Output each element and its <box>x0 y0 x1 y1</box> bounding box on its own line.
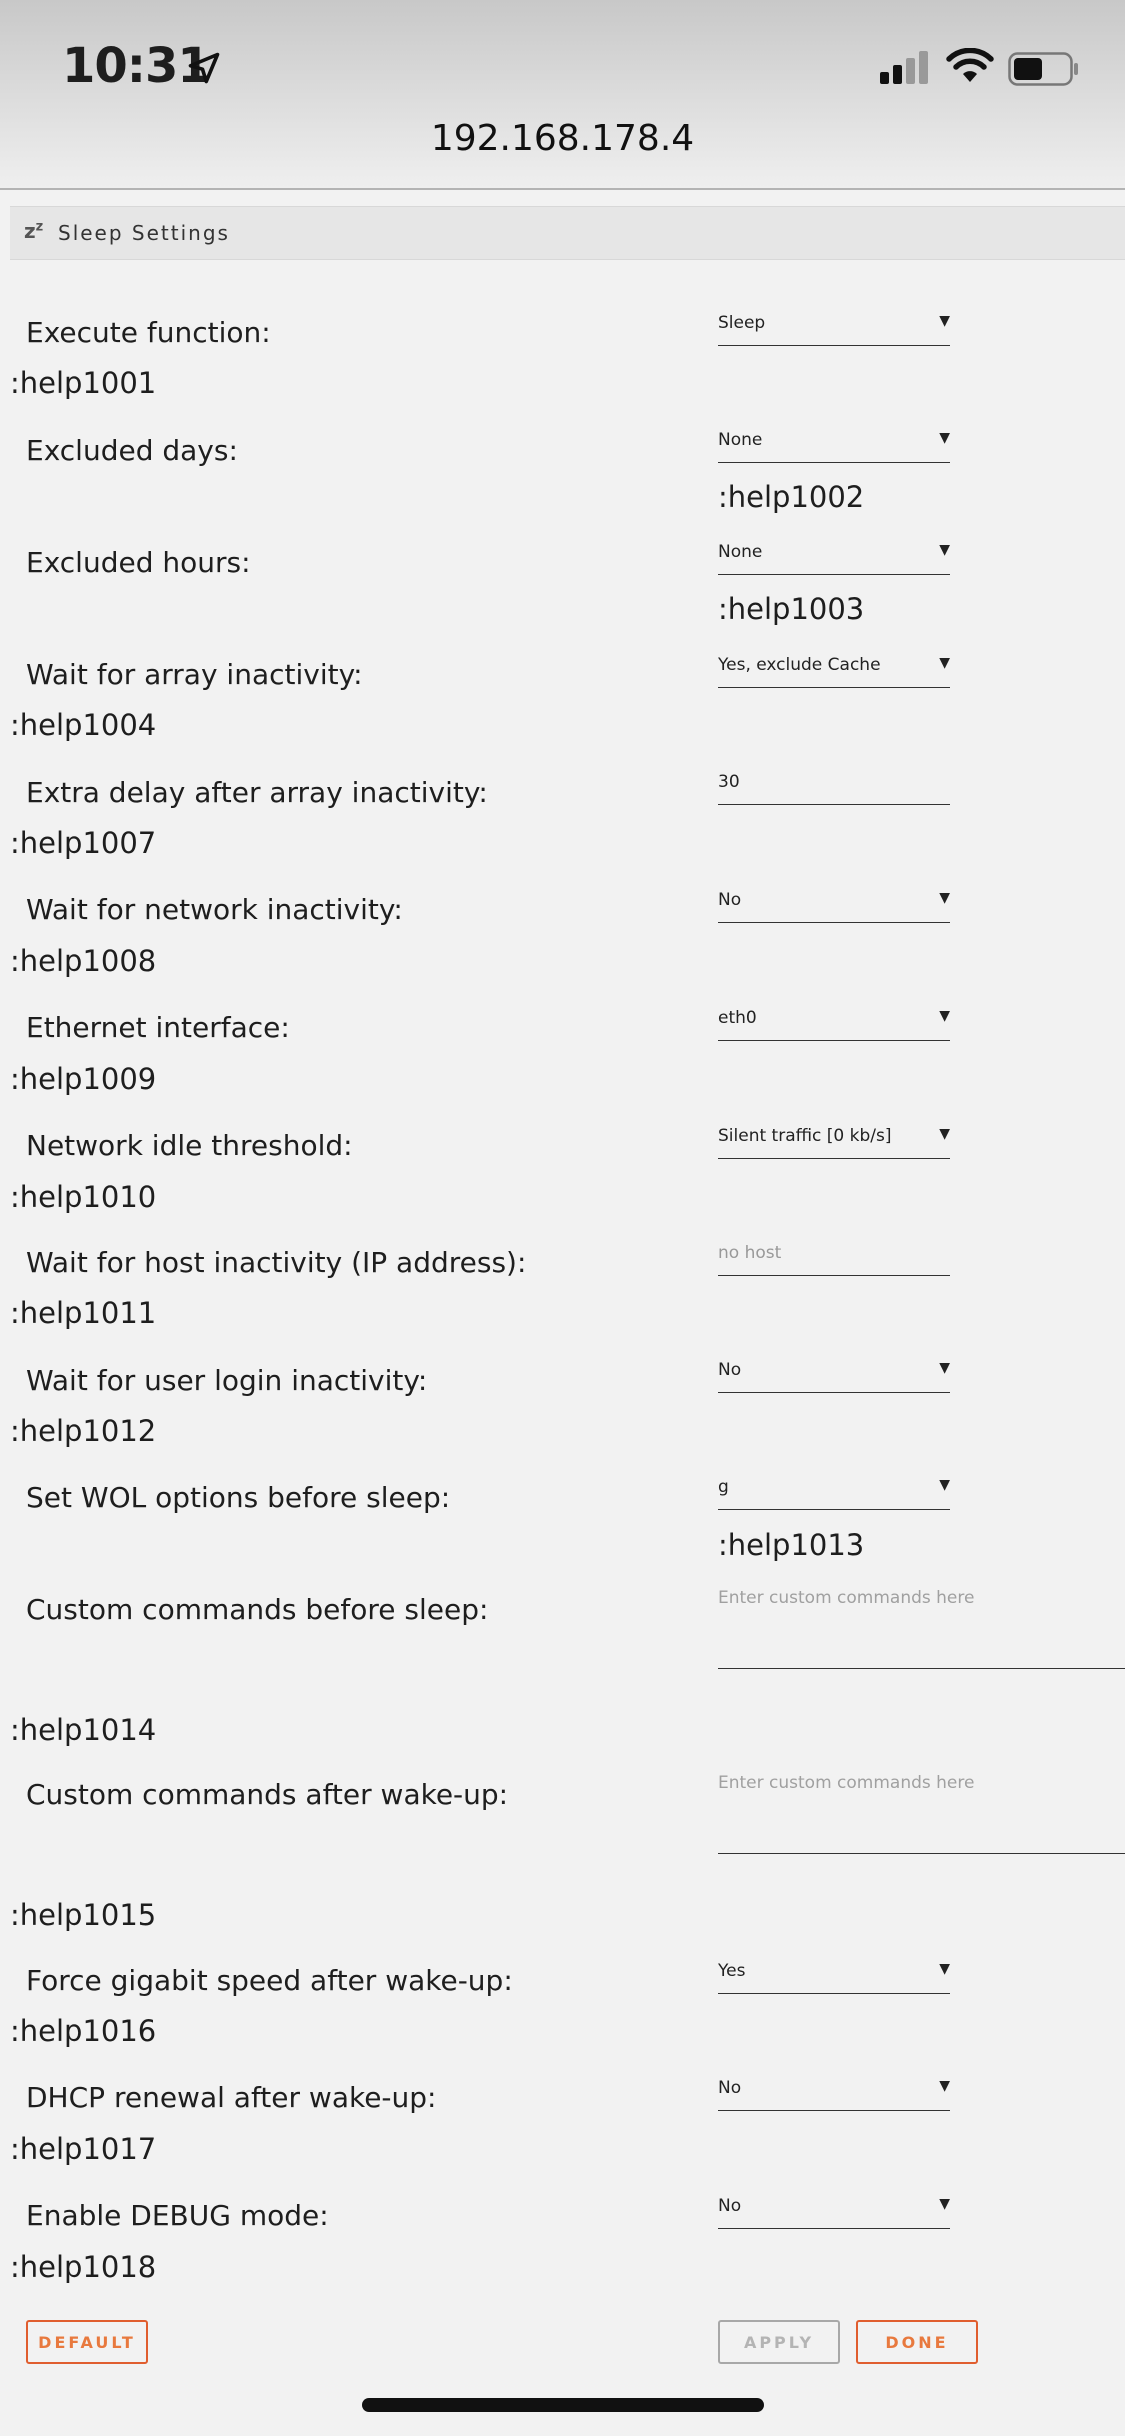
help-text: :help1001 <box>10 366 157 400</box>
home-indicator[interactable] <box>362 2398 764 2412</box>
help-text: :help1002 <box>718 480 865 514</box>
network-idle-threshold-label: Network idle threshold: <box>26 1129 353 1162</box>
dropdown-arrow-icon: ▼ <box>939 655 950 671</box>
sleep-zz-icon: $z^z$ <box>24 219 44 243</box>
ethernet-interface-label: Ethernet interface: <box>26 1011 290 1044</box>
done-button[interactable]: DONE <box>856 2320 978 2364</box>
wifi-icon <box>946 48 994 84</box>
dropdown-arrow-icon: ▼ <box>939 890 950 906</box>
location-arrow-icon <box>186 50 222 86</box>
help-text: :help1003 <box>718 592 865 626</box>
extra-delay-label: Extra delay after array inactivity: <box>26 776 488 809</box>
dropdown-arrow-icon: ▼ <box>939 313 950 329</box>
excluded-hours-select[interactable]: None ▼ <box>718 540 950 575</box>
force-gigabit-label: Force gigabit speed after wake-up: <box>26 1964 513 1997</box>
section-title: Sleep Settings <box>58 221 230 245</box>
battery-icon <box>1008 52 1080 86</box>
dhcp-renewal-label: DHCP renewal after wake-up: <box>26 2081 437 2114</box>
dropdown-arrow-icon: ▼ <box>939 1961 950 1977</box>
help-text: :help1017 <box>10 2132 157 2166</box>
apply-button[interactable]: APPLY <box>718 2320 840 2364</box>
help-text: :help1010 <box>10 1180 157 1214</box>
custom-after-wakeup-label: Custom commands after wake-up: <box>26 1778 509 1811</box>
ethernet-interface-select[interactable]: eth0 ▼ <box>718 1006 950 1041</box>
network-inactivity-select[interactable]: No ▼ <box>718 888 950 923</box>
dropdown-arrow-icon: ▼ <box>939 542 950 558</box>
help-text: :help1004 <box>10 708 157 742</box>
dropdown-arrow-icon: ▼ <box>939 1126 950 1142</box>
dropdown-arrow-icon: ▼ <box>939 1360 950 1376</box>
execute-function-label: Execute function: <box>26 316 271 349</box>
help-text: :help1014 <box>10 1713 157 1747</box>
host-inactivity-input[interactable]: no host <box>718 1241 950 1276</box>
wol-options-label: Set WOL options before sleep: <box>26 1481 451 1514</box>
help-text: :help1018 <box>10 2250 157 2284</box>
array-inactivity-label: Wait for array inactivity: <box>26 658 363 691</box>
dropdown-arrow-icon: ▼ <box>939 430 950 446</box>
help-text: :help1015 <box>10 1898 157 1932</box>
help-text: :help1009 <box>10 1062 157 1096</box>
help-text: :help1011 <box>10 1296 157 1330</box>
excluded-hours-label: Excluded hours: <box>26 546 251 579</box>
cellular-signal-icon <box>880 50 932 84</box>
help-text: :help1008 <box>10 944 157 978</box>
force-gigabit-select[interactable]: Yes ▼ <box>718 1959 950 1994</box>
debug-mode-select[interactable]: No ▼ <box>718 2194 950 2229</box>
help-text: :help1007 <box>10 826 157 860</box>
help-text: :help1013 <box>718 1528 865 1562</box>
help-text: :help1016 <box>10 2014 157 2048</box>
network-idle-threshold-select[interactable]: Silent traffic [0 kb/s] ▼ <box>718 1124 950 1159</box>
custom-after-wakeup-textarea[interactable]: Enter custom commands here <box>718 1773 1125 1854</box>
execute-function-select[interactable]: Sleep ▼ <box>718 311 950 346</box>
wol-options-select[interactable]: g ▼ <box>718 1475 950 1510</box>
section-header <box>10 206 1125 260</box>
dropdown-arrow-icon: ▼ <box>939 1008 950 1024</box>
dropdown-arrow-icon: ▼ <box>939 1477 950 1493</box>
excluded-days-select[interactable]: None ▼ <box>718 428 950 463</box>
help-text: :help1012 <box>10 1414 157 1448</box>
dhcp-renewal-select[interactable]: No ▼ <box>718 2076 950 2111</box>
array-inactivity-select[interactable]: Yes, exclude Cache ▼ <box>718 653 950 688</box>
custom-before-sleep-textarea[interactable]: Enter custom commands here <box>718 1588 1125 1669</box>
status-bar <box>0 0 1125 190</box>
browser-url[interactable]: 192.168.178.4 <box>430 118 695 159</box>
dropdown-arrow-icon: ▼ <box>939 2078 950 2094</box>
dropdown-arrow-icon: ▼ <box>939 2196 950 2212</box>
debug-mode-label: Enable DEBUG mode: <box>26 2199 329 2232</box>
user-login-inactivity-select[interactable]: No ▼ <box>718 1358 950 1393</box>
extra-delay-input[interactable]: 30 <box>718 770 950 805</box>
excluded-days-label: Excluded days: <box>26 434 238 467</box>
host-inactivity-label: Wait for host inactivity (IP address): <box>26 1246 527 1279</box>
custom-before-sleep-label: Custom commands before sleep: <box>26 1593 489 1626</box>
network-inactivity-label: Wait for network inactivity: <box>26 893 403 926</box>
default-button[interactable]: DEFAULT <box>26 2320 148 2364</box>
status-time: 10:31 <box>62 38 210 94</box>
user-login-inactivity-label: Wait for user login inactivity: <box>26 1364 428 1397</box>
